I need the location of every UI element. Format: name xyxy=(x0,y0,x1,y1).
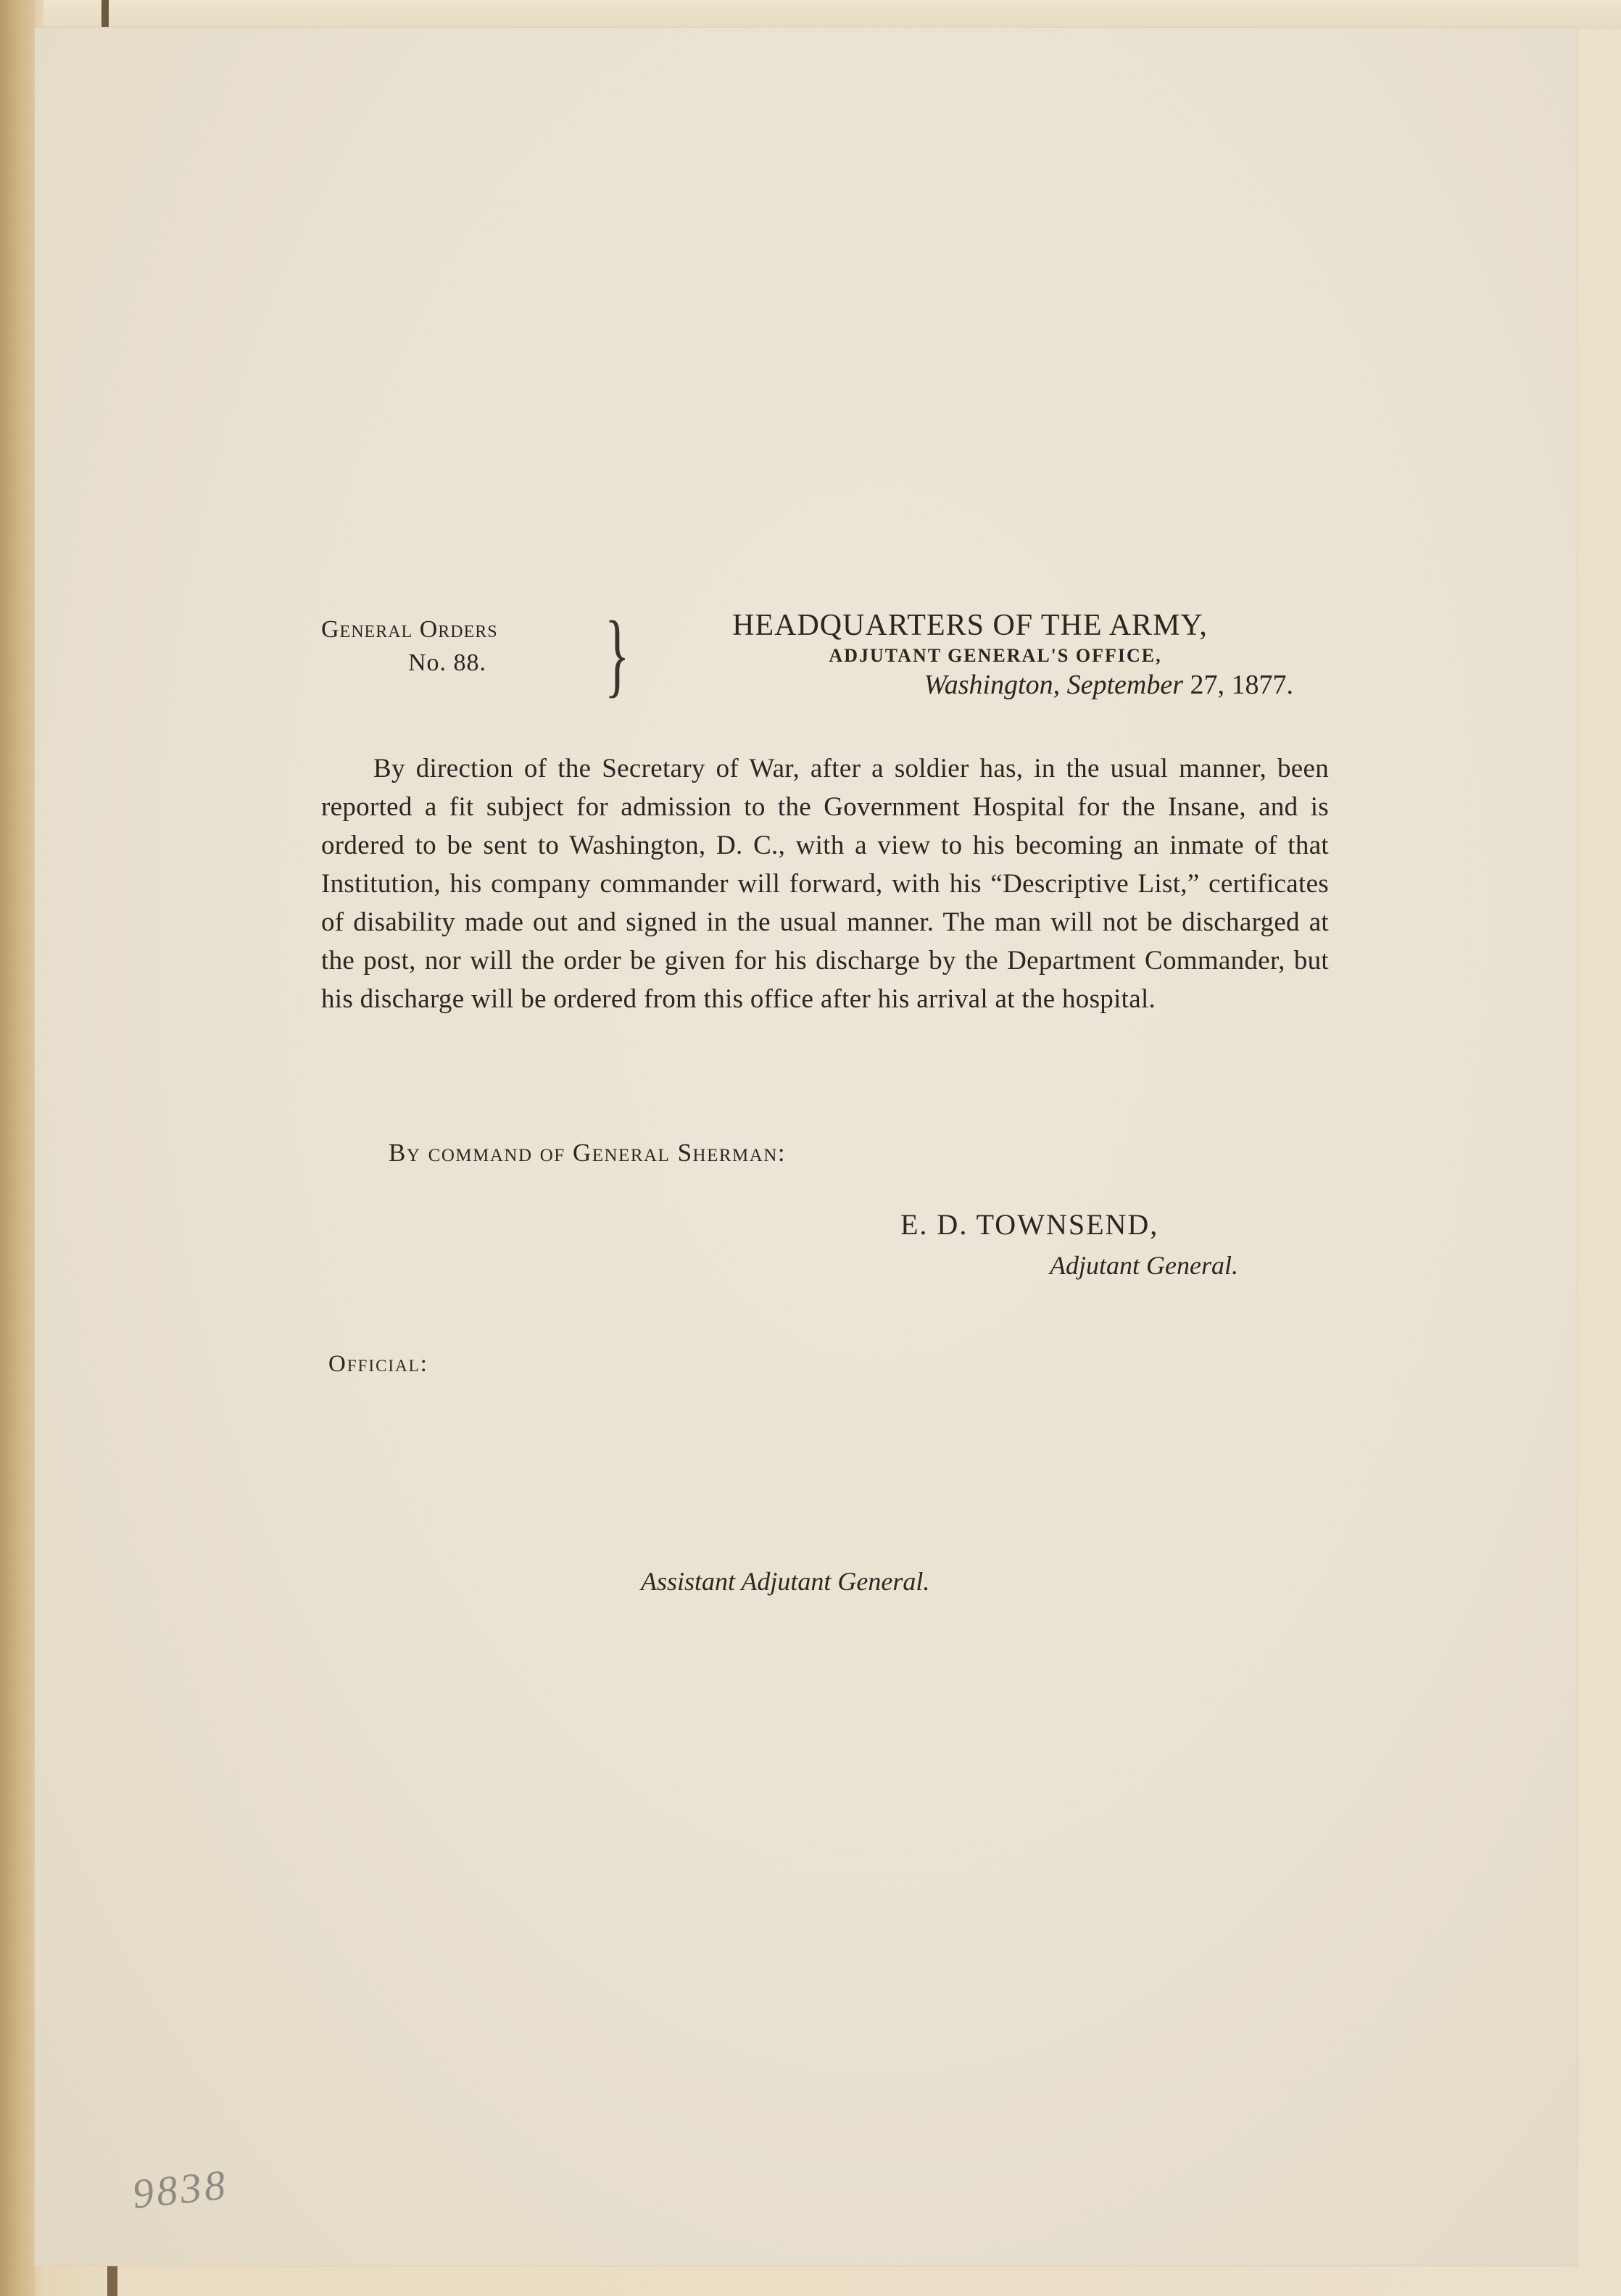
dateline xyxy=(629,668,1303,702)
signer-title: Adjutant General. xyxy=(1050,1251,1238,1280)
order-body-paragraph: By direction of the Secretary of War, after a soldier has, in the usual manner, been reported a fit subject for admission to the Government Hospital for the Insane, and is ordered to be sent to Washington, D. C., with a view to his becoming an inmate of that Institution, his company commander will forward, with his “Descriptive List,” certificates of disability made out and signed in the usual manner. The man will not be discharged at the post, nor will the order be given for his discharge by the Department Commander, but his discharge will be ordered from this office after his arrival at the hospital. xyxy=(321,754,1329,1014)
document-sheet xyxy=(35,28,1578,2266)
brace-symbol: } xyxy=(605,602,630,707)
dateline-place: Washington, September xyxy=(924,670,1183,700)
assistant-title: Assistant Adjutant General. xyxy=(641,1567,930,1596)
backing-board-left-edge xyxy=(0,0,35,2296)
orders-label: General Orders xyxy=(321,616,498,643)
binding-mark-bottom xyxy=(107,2261,117,2296)
office-subtitle: ADJUTANT GENERAL'S OFFICE, xyxy=(829,645,1162,666)
command-line: By command of General Sherman: xyxy=(389,1139,787,1167)
dateline-date: 27, 1877. xyxy=(1183,670,1293,700)
pencil-catalog-number: 9838 xyxy=(130,2160,231,2218)
signer-name: E. D. TOWNSEND, xyxy=(900,1208,1159,1241)
issuing-office-heading xyxy=(629,607,1303,702)
official-label: Official: xyxy=(328,1351,428,1377)
orders-heading xyxy=(321,613,626,680)
organization-title: HEADQUARTERS OF THE ARMY, xyxy=(732,609,1208,642)
orders-number: No. 88. xyxy=(408,649,487,676)
binding-mark-top xyxy=(101,0,109,29)
backing-board-top-edge xyxy=(43,0,1621,29)
